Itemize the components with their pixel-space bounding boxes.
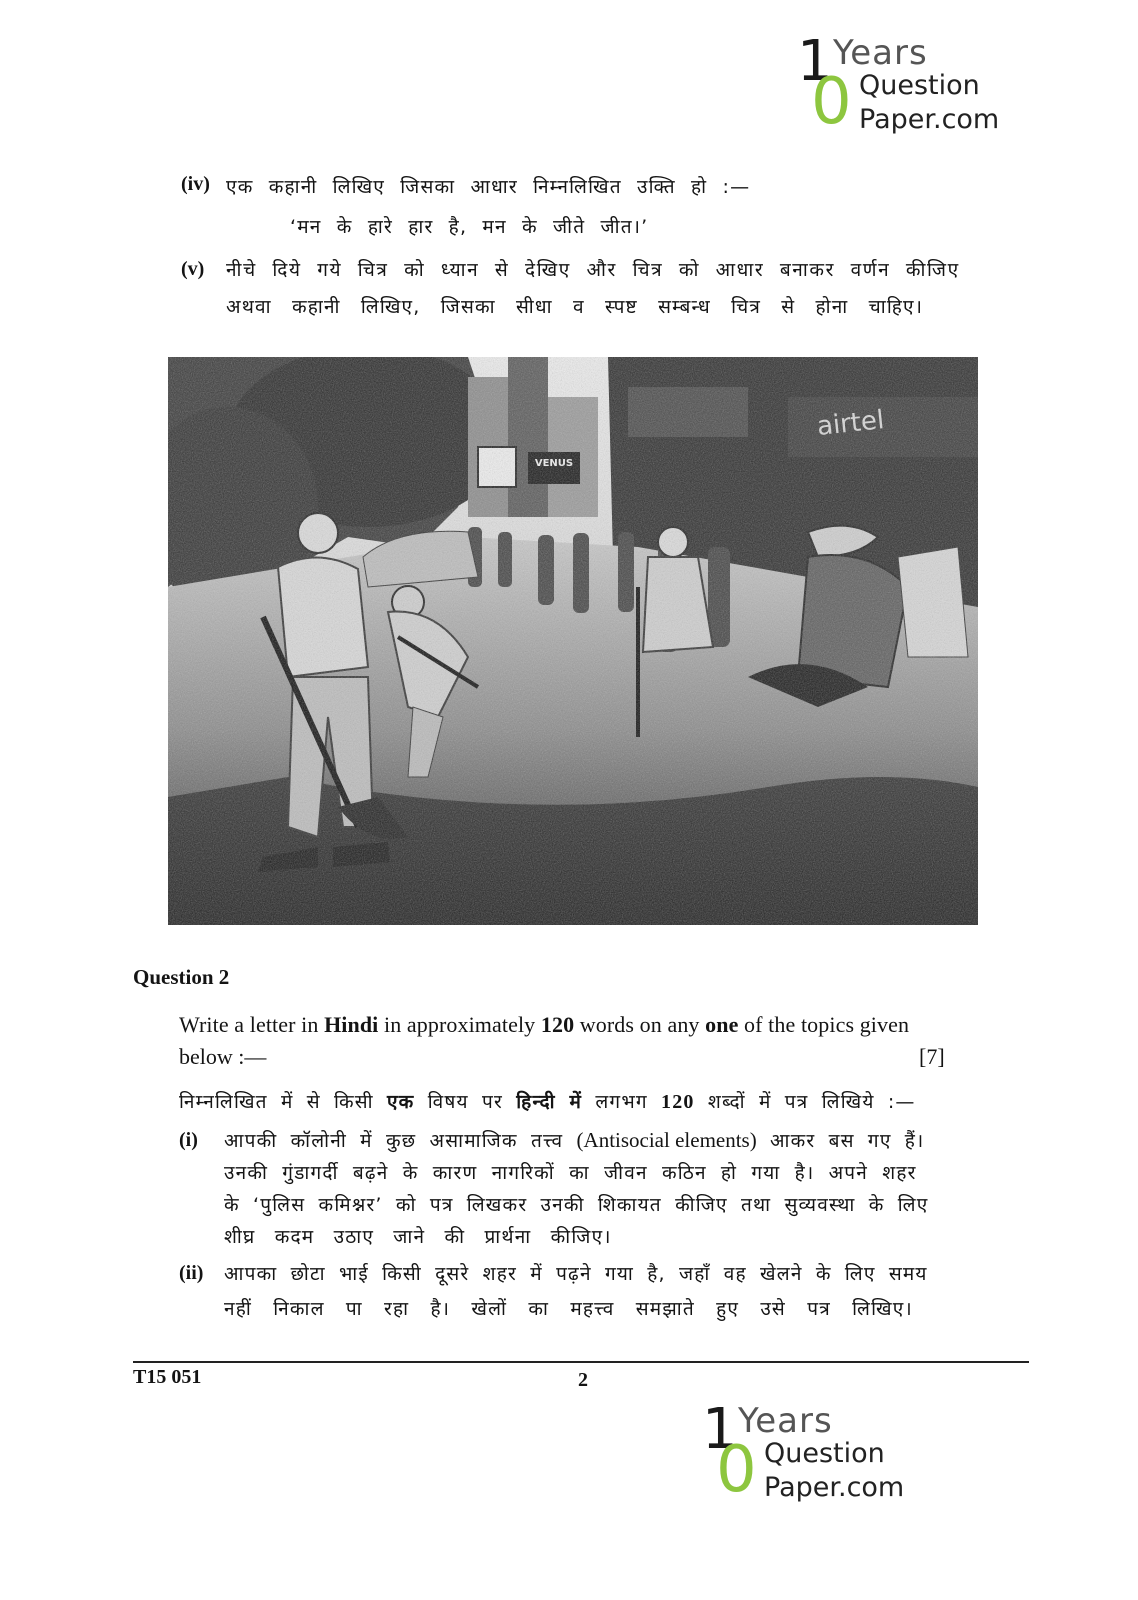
item-iv-number: (iv) <box>181 173 210 195</box>
item-v-number: (v) <box>181 258 205 280</box>
item-i-line1: आपकी कॉलोनी में कुछ असामाजिक तत्त्व (Antisocial elements) आकर बस गए हैं। <box>224 1128 925 1152</box>
item-iv-text: एक कहानी लिखिए जिसका आधार निम्नलिखित उक्ति हो :— <box>226 176 751 198</box>
item-ii-number: (ii) <box>179 1262 204 1284</box>
item-iv-quote: ‘मन के हारे हार है, मन के जीते जीत।’ <box>290 216 649 238</box>
item-ii-line2: नहीं निकाल पा रहा है। खेलों का महत्त्व समझाते हुए उसे पत्र लिखिए। <box>224 1298 913 1320</box>
item-i-number: (i) <box>179 1129 198 1151</box>
q2-hindi-instruction: निम्नलिखित में से किसी एक विषय पर हिन्दी में लगभग 120 शब्दों में पत्र लिखिये :— <box>179 1091 916 1113</box>
item-v-line1: नीचे दिये गये चित्र को ध्यान से देखिए और चित्र को आधार बनाकर वर्णन कीजिए <box>226 259 960 281</box>
item-v-line2: अथवा कहानी लिखिए, जिसका सीधा व स्पष्ट सम्बन्ध चित्र से होना चाहिए। <box>226 296 924 318</box>
logo-question: Question <box>764 1438 885 1469</box>
logo-paper: Paper.com <box>859 104 1000 135</box>
page-number: 2 <box>578 1369 588 1391</box>
q2-instruction-line2: below :— <box>179 1044 267 1069</box>
item-i-line3: के ‘पुलिस कमिश्नर’ को पत्र लिखकर उनकी शिकायत कीजिए तथा सुव्यवस्था के लिए <box>224 1194 929 1216</box>
question-2-heading: Question 2 <box>133 965 230 989</box>
street-cleaning-photo <box>168 357 978 925</box>
logo-paper: Paper.com <box>764 1472 905 1503</box>
item-ii-line1: आपका छोटा भाई किसी दूसरे शहर में पढ़ने गया है, जहाँ वह खेलने के लिए समय <box>224 1263 928 1285</box>
logo-digit-one: 1 <box>797 29 833 94</box>
logo-years: Years <box>738 1401 833 1441</box>
q2-instruction-line1: Write a letter in Hindi in approximately 120 words on any one of the topics given <box>179 1012 910 1037</box>
footer-paper-code: T15 051 <box>133 1366 202 1388</box>
item-i-line2: उनकी गुंडागर्दी बढ़ने के कारण नागरिकों का जीवन कठिन हो गया है। अपने शहर <box>224 1162 917 1184</box>
logo-years: Years <box>833 33 928 73</box>
logo-digit-one: 1 <box>702 1397 738 1462</box>
logo-digit-zero: 0 <box>716 1433 757 1507</box>
logo-question: Question <box>859 70 980 101</box>
item-i-line4: शीघ्र कदम उठाए जाने की प्रार्थना कीजिए। <box>224 1226 612 1248</box>
footer-rule <box>133 1361 1029 1363</box>
watermark-logo-top <box>797 29 1000 142</box>
logo-digit-zero: 0 <box>811 65 852 139</box>
q2-marks: [7] <box>919 1044 945 1069</box>
watermark-logo-bottom <box>702 1397 905 1510</box>
